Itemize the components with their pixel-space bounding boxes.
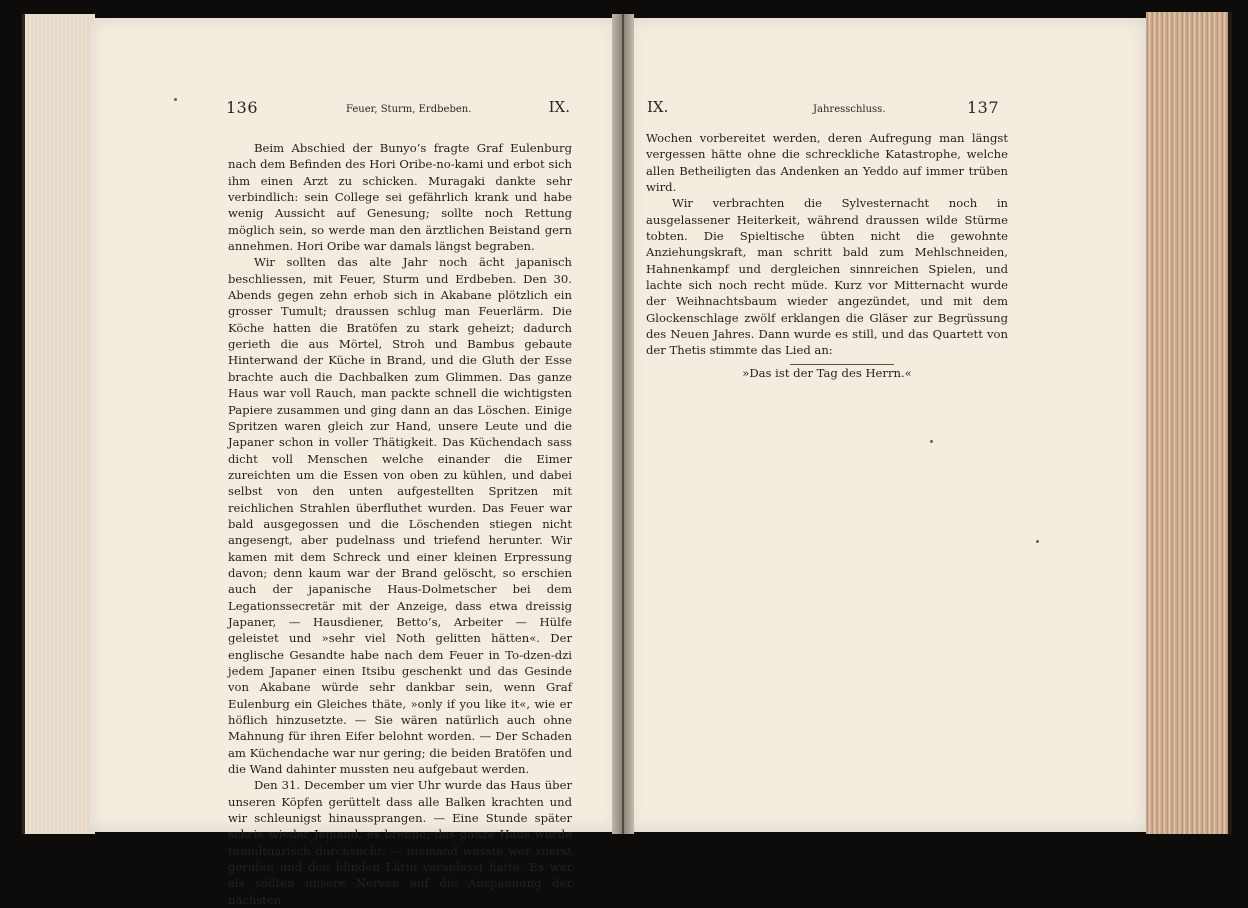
left-page-edges <box>22 14 95 834</box>
right-page-edges <box>1146 12 1232 834</box>
left-section-number: IX. <box>548 98 570 116</box>
left-running-title: Feuer, Sturm, Erdbeben. <box>346 104 472 115</box>
left-page-number: 136 <box>226 98 259 117</box>
left-page-body <box>228 140 572 908</box>
chapter-end-rule <box>790 364 894 365</box>
quote-line: »Das ist der Tag des Herrn.« <box>742 365 912 380</box>
paragraph: Wir verbrachten die Sylvesternacht noch in ausgelassener Heiterkeit, während draussen wilde Stürme tobten. Die Spieltische übten nicht die gewohnte Anziehungskraft, man schritt bald zum Mehlschneiden, Hahnenkampf und dergleichen sinnreichen Spielen, und lachte sich noch recht müde. Kurz vor Mitternacht wurde der Weihnachtsbaum wieder angezündet, und mit dem Glockenschlage zwölf erklangen die Gläser zur Begrüssung des Neuen Jahres. Dann wurde es still, und das Quartett von der Thetis stimmte das Lied an: <box>646 196 1008 358</box>
paper-speck <box>1036 540 1039 543</box>
paragraph: Den 31. December um vier Uhr wurde das Haus über unseren Köpfen gerüttelt dass alle Balken krachten und wir schleunigst hinaussprangen. — Eine Stunde später schrie wieder Jemand, es brenne; das ganze Haus wurde tumultuarisch durchsucht: — niemand wusste wer zuerst gerufen und den blinden Lärm veranlasst hatte. Es war als sollten unsere Nerven auf die Anspannung der nächsten <box>228 778 572 907</box>
right-running-title: Jahresschluss. <box>813 104 886 115</box>
left-page-header <box>226 100 570 130</box>
paper-speck <box>174 98 177 101</box>
right-section-number: IX. <box>647 98 669 116</box>
right-page-number: 137 <box>966 98 999 117</box>
paragraph: Beim Abschied der Bunyo’s fragte Graf Eulenburg nach dem Befinden des Hori Oribe-no-kami und erbot sich ihm einen Arzt zu schicken. Muragaki dankte sehr verbindlich: sein College sei gefährlich krank und habe wenig Aussicht auf Genesung; sollte noch Rettung möglich sein, so werde man den ärztlichen Beistand gern annehmen. Hori Oribe war damals längst begraben. <box>228 141 572 254</box>
paper-speck <box>930 440 933 443</box>
right-page-body <box>646 130 1008 393</box>
book-gutter <box>612 14 634 834</box>
paragraph: Wochen vorbereitet werden, deren Aufregung man längst vergessen hätte ohne die schreckliche Katastrophe, welche allen Betheiligten das Andenken an Yeddo auf immer trüben wird. <box>646 131 1008 195</box>
paragraph: Wir sollten das alte Jahr noch ächt japanisch beschliessen, mit Feuer, Sturm und Erdbeben. Den 30. Abends gegen zehn erhob sich in Akabane plötzlich ein grosser Tumult; draussen schlug man Feuerlärm. Die Köche hatten die Bratöfen zu stark geheizt; dadurch gerieth die aus Mörtel, Stroh und Bambus gebaute Hinterwand der Küche in Brand, und die Gluth der Esse brachte auch die Dachbalken zum Glimmen. Das ganze Haus war voll Rauch, man packte schnell die wichtigsten Papiere zusammen und ging dann an das Löschen. Einige Spritzen waren gleich zur Hand, unsere Leute und die Japaner schon in voller Thätigkeit. Das Küchendach sass dicht voll Menschen welche einander die Eimer zureichten um die Essen von oben zu kühlen, und dabei selbst von den unten aufgestellten Spritzen mit reichlichen Strahlen überfluthet wurden. Das Feuer war bald ausgegossen und die Löschenden stiegen nicht angesengt, aber pudelnass und triefend herunter. Wir kamen mit dem Schreck und einer kleinen Erpressung davon; denn kaum war der Brand gelöscht, so erschien auch der japanische Haus-Dolmetscher bei dem Legationssecretär mit der Anzeige, dass etwa dreissig Japaner, — Hausdiener, Betto’s, Arbeiter — Hülfe geleistet und »sehr viel Noth gelitten hätten«. Der englische Gesandte habe nach dem Feuer in To-dzen-dzi jedem Japaner einen Itsibu geschenkt und das Gesinde von Akabane würde sehr dankbar sein, wenn Graf Eulenburg ein Gleiches thäte, »only if you like it«, wie er höflich hinzusetzte. — Sie wären natürlich auch ohne Mahnung für ihren Eifer belohnt worden. — Der Schaden am Küchendache war nur gering; die beiden Bratöfen und die Wand dahinter mussten neu aufgebaut werden. <box>228 255 572 777</box>
right-page-header <box>647 100 999 130</box>
